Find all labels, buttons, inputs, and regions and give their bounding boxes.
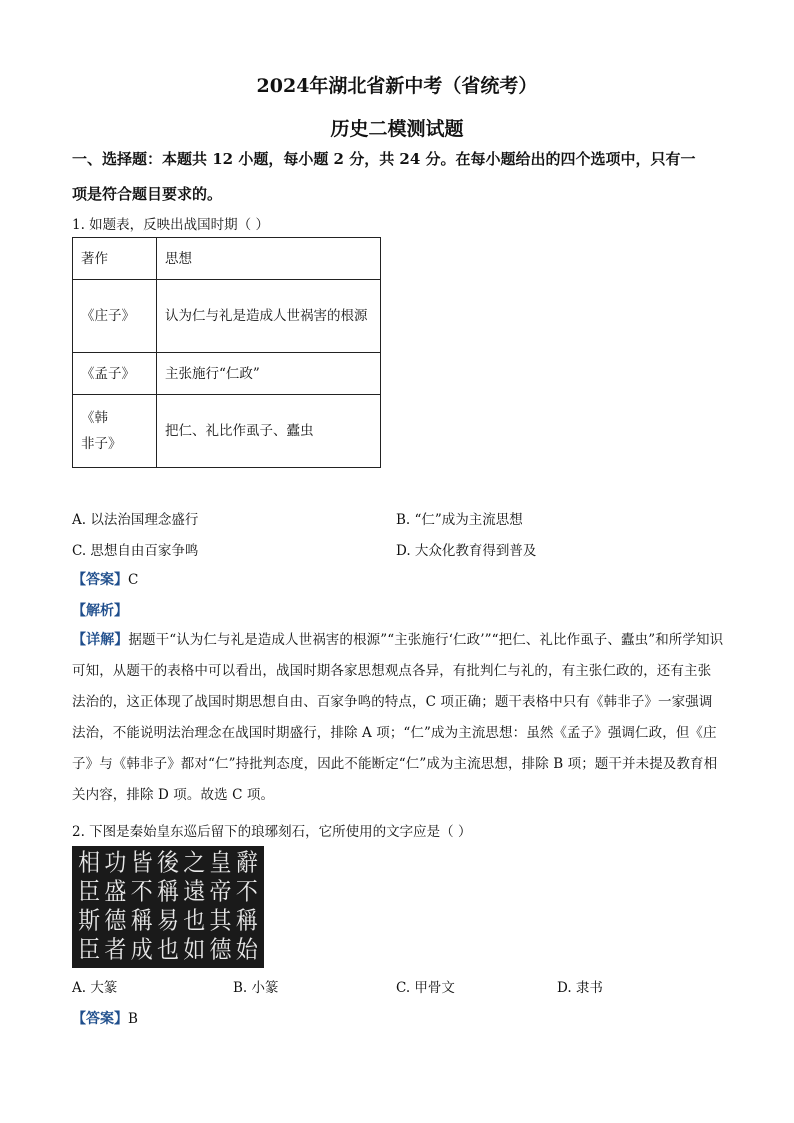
q2-option-c: C. 甲骨文 [396, 980, 455, 996]
answer-tag: 【答案】 [72, 572, 128, 588]
table-row [73, 353, 381, 395]
option-d: D. 大众化教育得到普及 [396, 543, 537, 559]
inscription-glyph: 德 [104, 908, 127, 935]
answer-value: B [128, 1011, 138, 1027]
question-1-table [72, 237, 381, 468]
answer-row-2 [72, 1008, 138, 1028]
inscription-glyph: 之 [183, 850, 206, 877]
inscription-glyph: 斯 [78, 908, 101, 935]
q2-option-d: D. 隶书 [557, 980, 603, 996]
inscription-glyph: 不 [130, 879, 153, 906]
table-header-row [73, 238, 381, 280]
table-cell: 认为仁与礼是造成人世祸害的根源 [157, 280, 381, 353]
table-cell: 《韩非子》 [73, 395, 157, 468]
detail-text: 据题干“认为仁与礼是造成人世祸害的根源”“主张施行‘仁政’”“把仁、礼比作虱子、蠹虫”和所学知识可知，从题干的表格中可以看出，战国时期各家思想观点各异，有批判仁与礼的，有主张仁政的，还有主张法治的，这正体现了战国时期思想自由、百家争鸣的特点，C 项正确；题干表格中只有《韩非子》一家强调法治，不能说明法治理念在战国时期盛行，排除 A 项；“仁”成为主流思想：虽然《孟子》强调仁政，但《庄子》与《韩非子》都对“仁”持批判态度，因此不能断定“仁”成为主流思想，排除 B 项；题干并未提及教育相关内容，排除 D 项。故选 C 项。 [72, 632, 724, 803]
inscription-glyph: 稱 [130, 908, 153, 935]
question-1-stem: 1. 如题表，反映出战国时期（ ） [72, 217, 269, 233]
inscription-glyph: 德 [209, 937, 232, 964]
inscription-glyph: 遠 [183, 879, 206, 906]
section-heading-line2: 项是符合题目要求的。 [72, 185, 223, 203]
inscription-glyph: 辭 [235, 850, 258, 877]
option-b: B. “仁”成为主流思想 [396, 512, 523, 528]
option-a: A. 以法治国理念盛行 [72, 512, 199, 528]
option-c: C. 思想自由百家争鸣 [72, 543, 199, 559]
table-cell: 《庄子》 [73, 280, 157, 353]
inscription-glyph: 臣 [78, 937, 101, 964]
inscription-glyph: 臣 [78, 879, 101, 906]
answer-tag: 【答案】 [72, 1011, 128, 1027]
langya-inscription-image [72, 846, 264, 968]
detail-paragraph [72, 625, 724, 811]
inscription-glyph: 者 [104, 937, 127, 964]
inscription-glyph: 不 [235, 879, 258, 906]
inscription-glyph: 也 [183, 908, 206, 935]
page-subtitle: 历史二模测试题 [330, 118, 464, 140]
inscription-glyph: 功 [104, 850, 127, 877]
answer-row-1 [72, 569, 138, 589]
answer-value: C [128, 572, 139, 588]
table-row [73, 280, 381, 353]
analysis-tag: 【解析】 [72, 603, 128, 619]
inscription-glyph: 其 [209, 908, 232, 935]
section-heading-line1: 一、选择题：本题共 12 小题，每小题 2 分，共 24 分。在每小题给出的四个选项中，只有一 [72, 150, 696, 168]
inscription-glyph: 成 [130, 937, 153, 964]
inscription-glyph: 後 [156, 850, 179, 877]
inscription-glyph: 易 [156, 908, 179, 935]
page-title: 2024年湖北省新中考（省统考） [256, 75, 538, 97]
inscription-glyph: 帝 [209, 879, 232, 906]
table-cell: 《孟子》 [73, 353, 157, 395]
inscription-glyph: 也 [156, 937, 179, 964]
table-cell: 把仁、礼比作虱子、蠹虫 [157, 395, 381, 468]
table-cell: 主张施行“仁政” [157, 353, 381, 395]
inscription-glyph: 始 [235, 937, 258, 964]
inscription-glyph: 稱 [156, 879, 179, 906]
table-header-cell: 著作 [73, 238, 157, 280]
inscription-glyph: 相 [78, 850, 101, 877]
inscription-glyph: 皇 [209, 850, 232, 877]
table-header-cell: 思想 [157, 238, 381, 280]
inscription-glyph: 皆 [130, 850, 153, 877]
inscription-glyph: 如 [183, 937, 206, 964]
detail-tag: 【详解】 [72, 632, 129, 648]
inscription-glyph: 稱 [235, 908, 258, 935]
q2-option-b: B. 小篆 [233, 980, 279, 996]
question-2-stem: 2. 下图是秦始皇东巡后留下的琅琊刻石，它所使用的文字应是（ ） [72, 824, 472, 840]
inscription-glyph: 盛 [104, 879, 127, 906]
inscription-characters [76, 849, 260, 965]
table-row [73, 395, 381, 468]
q2-option-a: A. 大篆 [72, 980, 118, 996]
